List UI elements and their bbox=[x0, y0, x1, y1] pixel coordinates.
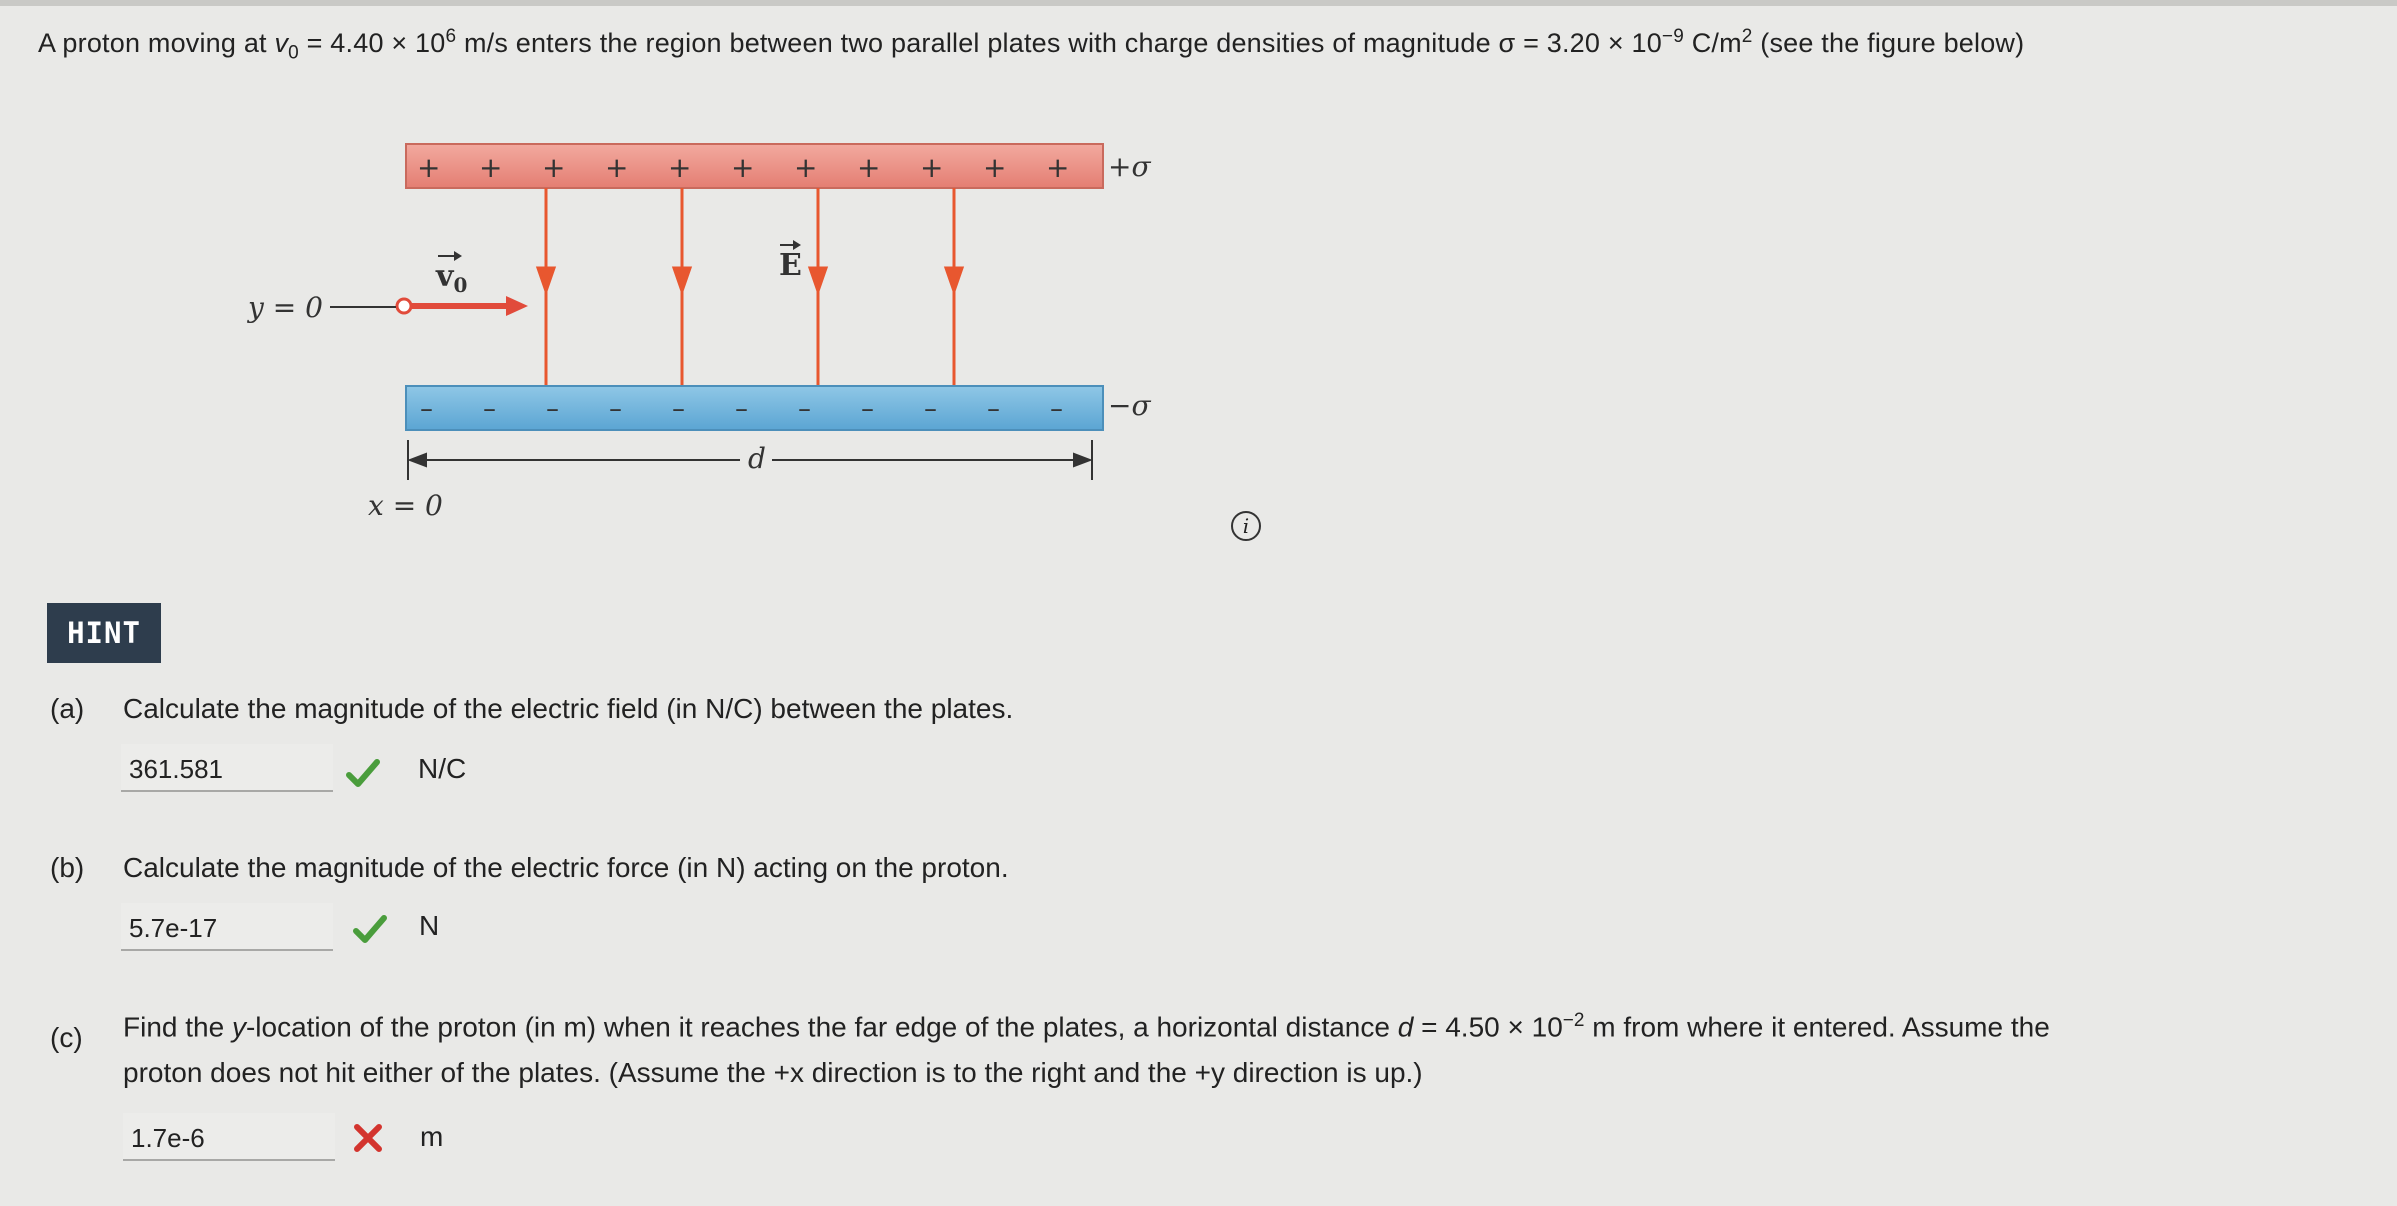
top-strip bbox=[0, 0, 2397, 6]
svg-text:–: – bbox=[546, 394, 559, 424]
distance-d-label: d bbox=[748, 442, 766, 475]
svg-text:+: + bbox=[794, 151, 818, 184]
svg-text:–: – bbox=[483, 394, 496, 424]
svg-text:–: – bbox=[609, 394, 622, 424]
svg-text:–: – bbox=[672, 394, 685, 424]
svg-text:+: + bbox=[983, 151, 1007, 184]
question-b-text: Calculate the magnitude of the electric force (in N) acting on the proton. bbox=[123, 852, 1009, 883]
question-a-label: (a) bbox=[50, 693, 85, 724]
field-lines bbox=[538, 188, 962, 386]
svg-text:–: – bbox=[735, 394, 748, 424]
proton-velocity-arrow bbox=[397, 296, 528, 316]
svg-text:+: + bbox=[857, 151, 881, 184]
answer-c-input[interactable]: 1.7e-6 bbox=[123, 1113, 335, 1161]
correct-check-icon bbox=[352, 912, 388, 948]
answer-a-input[interactable]: 361.581 bbox=[121, 744, 333, 792]
svg-text:E: E bbox=[779, 248, 802, 283]
hint-button[interactable]: HINT bbox=[47, 603, 161, 663]
svg-text:+: + bbox=[417, 151, 441, 184]
question-b-label: (b) bbox=[50, 852, 85, 883]
svg-text:–: – bbox=[861, 394, 874, 424]
incorrect-x-icon bbox=[352, 1122, 384, 1154]
answer-b-input[interactable]: 5.7e-17 bbox=[121, 903, 333, 951]
answer-c-unit: m bbox=[420, 1121, 444, 1152]
parallel-plates-figure bbox=[230, 128, 1180, 548]
svg-text:+: + bbox=[920, 151, 944, 184]
svg-text:–: – bbox=[420, 394, 433, 424]
info-icon[interactable]: i bbox=[1231, 511, 1261, 541]
svg-text:–: – bbox=[924, 394, 937, 424]
negative-sigma-label: −σ bbox=[1108, 389, 1151, 422]
problem-statement: A proton moving at $v_0 = 4.40 \times 10^6$ m/s enters the region between two parallel plates with charge densities of magnitude $\sigma = 3.20 \times 10^{-9}$ $C/m^2$ (see the figure below) bbox=[38, 26, 2025, 64]
question-c-label: (c) bbox=[50, 1022, 83, 1053]
question-a-text: Calculate the magnitude of the electric field (in N/C) between the plates. bbox=[123, 693, 1014, 724]
question-c-text-line1: Find the y-location of the proton (in m) when it reaches the far edge of the plates, a horizontal distance $d = 4.50 \times 10^{-2}$ m from where it entered. Assume the bbox=[123, 1010, 2050, 1043]
correct-check-icon bbox=[345, 756, 381, 792]
e-field-label bbox=[779, 240, 802, 283]
svg-text:–: – bbox=[1050, 394, 1063, 424]
y-zero-label: y = 0 bbox=[248, 291, 323, 324]
svg-text:+: + bbox=[668, 151, 692, 184]
svg-text:+: + bbox=[1046, 151, 1070, 184]
x-zero-label: x = 0 bbox=[368, 489, 443, 522]
svg-text:–: – bbox=[987, 394, 1000, 424]
answer-a-unit: N/C bbox=[418, 753, 467, 784]
question-c-text-line2: proton does not hit either of the plates. (Assume the +x direction is to the right and the +y direction is up.) bbox=[123, 1057, 1423, 1088]
svg-text:+: + bbox=[479, 151, 503, 184]
answer-b-unit: N bbox=[419, 910, 440, 941]
svg-text:+: + bbox=[542, 151, 566, 184]
svg-text:+: + bbox=[731, 151, 755, 184]
svg-text:+: + bbox=[605, 151, 629, 184]
svg-text:–: – bbox=[798, 394, 811, 424]
v0-label bbox=[435, 251, 467, 297]
svg-text:v0: $v_0$ bbox=[436, 259, 468, 297]
positive-sigma-label: +σ bbox=[1108, 150, 1151, 183]
